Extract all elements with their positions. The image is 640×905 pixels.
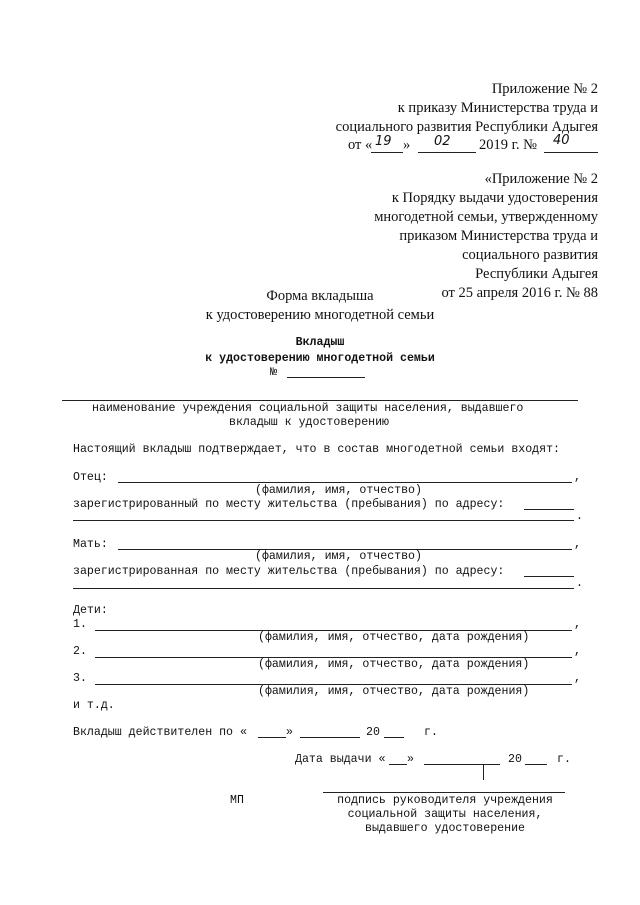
institution-caption-2: вкладыш к удостоверению <box>229 416 390 429</box>
order-date-mid: » <box>403 137 411 153</box>
appendix-line-2: к Порядку выдачи удостоверения <box>391 190 598 206</box>
order-month-handwritten: 02 <box>434 134 451 149</box>
signature-caption-2: социальной защиты населения, <box>347 808 543 821</box>
valid-year: 20 <box>366 726 380 739</box>
header-line-2: к приказу Министерства труда и <box>397 100 598 116</box>
institution-line <box>62 400 578 401</box>
child-3-caption: (фамилия, имя, отчество, дата рождения) <box>258 685 530 698</box>
child-1-comma: , <box>574 618 581 631</box>
child-3-comma: , <box>574 672 581 685</box>
order-day-line <box>371 152 403 153</box>
insert-number-line <box>287 377 365 378</box>
mother-label: Мать: <box>73 538 108 551</box>
signature-line <box>323 792 565 793</box>
mother-address-line-1 <box>524 576 574 577</box>
issue-year-line <box>525 764 547 765</box>
order-year-label: 2019 г. № <box>479 137 538 153</box>
mother-comma: , <box>574 538 581 551</box>
appendix-line-3: многодетной семьи, утвержденному <box>374 209 598 225</box>
insert-title-2: к удостоверению многодетной семьи <box>205 352 435 365</box>
header-line-3: социального развития Республики Адыгея <box>335 119 598 135</box>
institution-caption-1: наименование учреждения социальной защиты населения, выдавшего <box>92 402 524 415</box>
children-label: Дети: <box>73 604 108 617</box>
signature-caption-1: подпись руководителя учреждения <box>337 794 553 807</box>
appendix-line-1: «Приложение № 2 <box>484 171 598 187</box>
valid-year-line <box>384 737 404 738</box>
issue-month-line <box>424 764 500 765</box>
insert-title-1: Вкладыш <box>295 336 345 349</box>
stamp-mark <box>483 764 484 780</box>
valid-text: Вкладыш действителен по « <box>73 726 247 739</box>
confirm-text: Настоящий вкладыш подтверждает, что в состав многодетной семьи входят: <box>73 443 561 456</box>
valid-mid: » <box>286 726 293 739</box>
child-1-caption: (фамилия, имя, отчество, дата рождения) <box>258 631 530 644</box>
issue-text: Дата выдачи « <box>295 753 386 766</box>
mother-period: . <box>576 577 583 590</box>
mp-label: МП <box>230 794 244 807</box>
mother-address-line-2 <box>73 588 574 589</box>
form-title-line-2: к удостоверению многодетной семьи <box>205 307 435 323</box>
mother-address-label: зарегистрированная по месту жительства (пребывания) по адресу: <box>73 565 505 578</box>
order-date-prefix: от « <box>348 137 373 153</box>
valid-g: г. <box>424 726 438 739</box>
valid-month-line <box>300 737 360 738</box>
father-comma: , <box>574 471 581 484</box>
form-title-line-1: Форма вкладыша <box>266 288 374 304</box>
appendix-line-7: от 25 апреля 2016 г. № 88 <box>441 285 598 301</box>
issue-mid: » <box>407 753 414 766</box>
insert-number-label: № <box>270 366 277 379</box>
father-period: . <box>576 510 583 523</box>
issue-year: 20 <box>508 753 522 766</box>
appendix-line-6: Республики Адыгея <box>475 266 598 282</box>
child-3-number: 3. <box>73 672 87 685</box>
child-2-number: 2. <box>73 645 87 658</box>
order-number-handwritten: 40 <box>553 133 570 148</box>
valid-day-line <box>258 737 286 738</box>
father-address-line-1 <box>524 509 574 510</box>
father-caption: (фамилия, имя, отчество) <box>255 484 422 497</box>
issue-g: г. <box>557 753 571 766</box>
issue-day-line <box>389 764 407 765</box>
order-day-handwritten: 19 <box>375 134 392 149</box>
etc-label: и т.д. <box>73 699 115 712</box>
father-label: Отец: <box>73 471 108 484</box>
header-line-1: Приложение № 2 <box>491 81 598 97</box>
father-address-line-2 <box>73 520 574 521</box>
mother-caption: (фамилия, имя, отчество) <box>255 550 422 563</box>
father-address-label: зарегистрированный по месту жительства (пребывания) по адресу: <box>73 498 505 511</box>
order-number-line <box>544 152 598 153</box>
father-name-line <box>118 482 572 483</box>
child-2-caption: (фамилия, имя, отчество, дата рождения) <box>258 658 530 671</box>
signature-caption-3: выдавшего удостоверение <box>364 822 526 835</box>
child-2-comma: , <box>574 645 581 658</box>
child-1-number: 1. <box>73 618 87 631</box>
appendix-line-4: приказом Министерства труда и <box>399 228 598 244</box>
order-month-line <box>418 152 476 153</box>
appendix-line-5: социального развития <box>462 247 598 263</box>
